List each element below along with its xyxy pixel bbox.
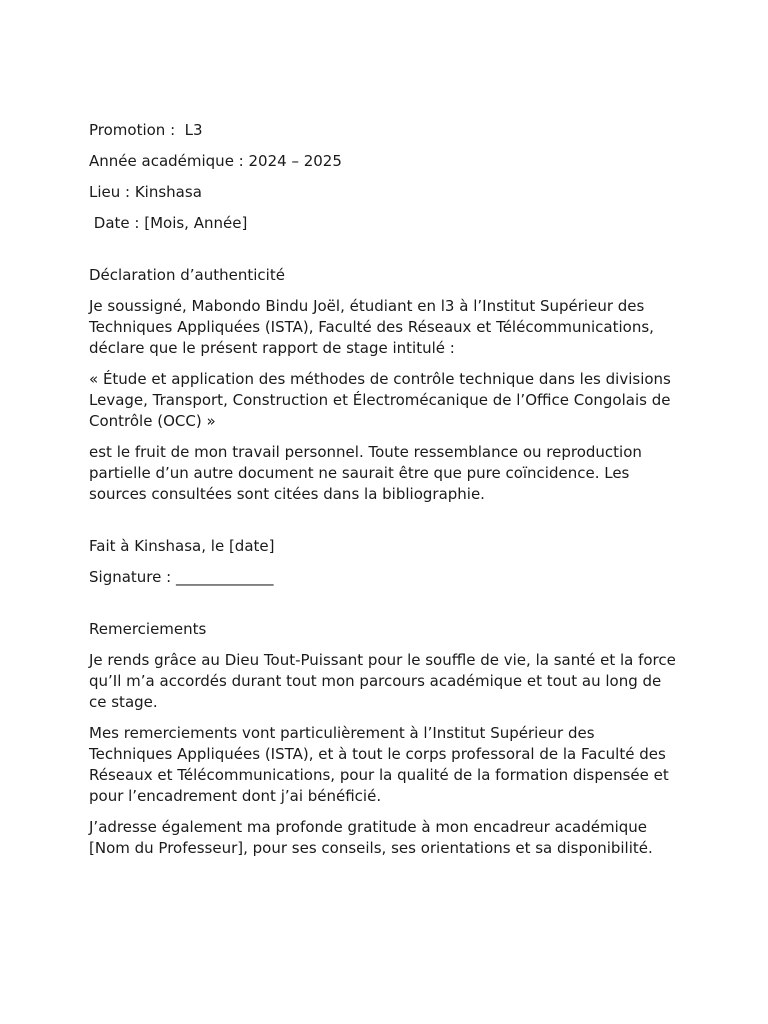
promotion-line: Promotion : L3 <box>89 121 203 139</box>
declaration-paragraph-1: Je soussigné, Mabondo Bindu Joël, étudiant en l3 à l’Institut Supérieur des Techniques Appliquées (ISTA), Faculté des Réseaux et Télécommunications, déclare que le présent rapport de stage intitulé : <box>89 297 659 357</box>
declaration-report-title: « Étude et application des méthodes de contrôle technique dans les divisions Levage, Transport, Construction et Électromécanique de l’Office Congolais de Contrôle (OCC) » <box>89 370 676 430</box>
signature-line: Signature : _____________ <box>89 568 274 586</box>
document-body <box>89 120 681 869</box>
declaration-paragraph-3: est le fruit de mon travail personnel. Toute ressemblance ou reproduction partielle d’un autre document ne saurait être que pure coïncidence. Les sources consultées sont citées dans la bibliographie. <box>89 443 647 503</box>
acknowledgements-paragraph-2: Mes remerciements vont particulièrement à l’Institut Supérieur des Techniques Appliquées (ISTA), et à tout le corps professoral de la Faculté des Réseaux et Télécommunications, pour la qualité de la formation dispensée et pour l’encadrement dont j’ai bénéficié. <box>89 724 674 805</box>
location-line: Lieu : Kinshasa <box>89 183 202 201</box>
acknowledgements-paragraph-3: J’adresse également ma profonde gratitude à mon encadreur académique [Nom du Professeur], pour ses conseils, ses orientations et sa disponibilité. <box>89 818 653 857</box>
place-date-line: Fait à Kinshasa, le [date] <box>89 537 275 555</box>
spacer <box>89 515 681 536</box>
spacer <box>89 598 681 619</box>
date-line: Date : [Mois, Année] <box>89 214 248 232</box>
acknowledgements-paragraph-1: Je rends grâce au Dieu Tout-Puissant pour le souffle de vie, la santé et la force qu’Il m’a accordés durant tout mon parcours académique et tout au long de ce stage. <box>89 651 681 711</box>
declaration-title: Déclaration d’authenticité <box>89 266 285 284</box>
academic-year-line: Année académique : 2024 – 2025 <box>89 152 342 170</box>
acknowledgements-title: Remerciements <box>89 620 207 638</box>
spacer <box>89 244 681 265</box>
